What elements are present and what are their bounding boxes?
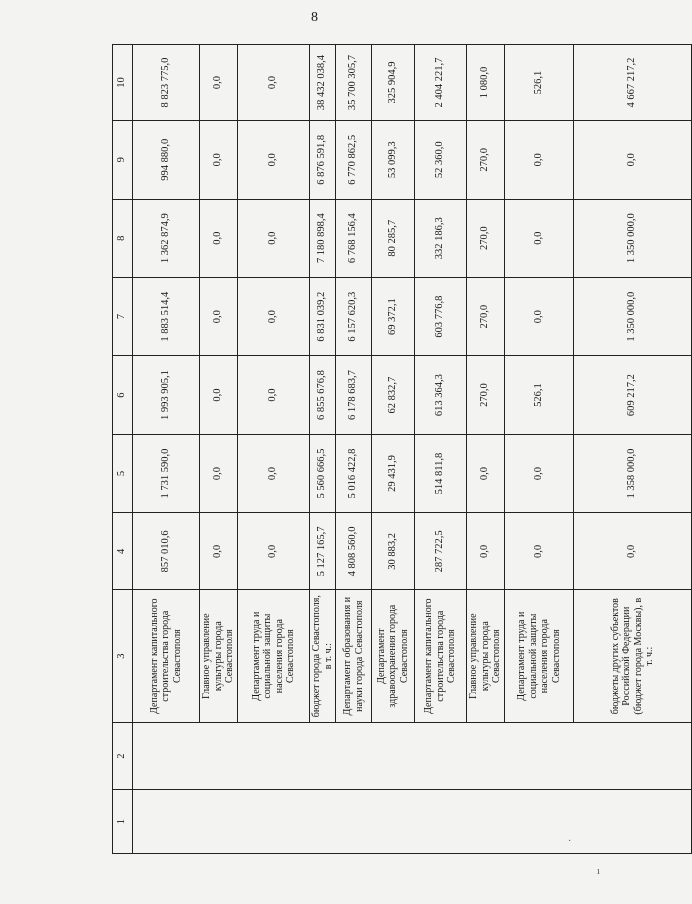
col-header: 8 (113, 199, 133, 277)
page-number: 8 (311, 10, 318, 25)
table-cell: 0,0 (505, 199, 574, 277)
col-header: 5 (113, 434, 133, 512)
table-cell: 0,0 (467, 434, 505, 512)
table-cell: 526,1 (505, 45, 574, 121)
table-cell: 5 016 422,8 (336, 434, 372, 512)
table-cell: 30 883,2 (372, 513, 415, 590)
table-cell: 0,0 (200, 513, 238, 590)
row-label: Главное управление культуры города Севастополя (467, 590, 505, 722)
table-cell: 994 880,0 (133, 121, 200, 199)
table-cell: 29 431,9 (372, 434, 415, 512)
table-cell: 514 811,8 (415, 434, 467, 512)
table-cell: 325 904,9 (372, 45, 415, 121)
table-cell: 1 731 590,0 (133, 434, 200, 512)
table-cell: 8 823 775,0 (133, 45, 200, 121)
table-cell: 6 831 039,2 (310, 277, 336, 355)
table-cell: 1 350 000,0 (574, 199, 692, 277)
table-cell: 0,0 (505, 513, 574, 590)
table-cell: 0,0 (200, 199, 238, 277)
table-cell: 0,0 (238, 199, 310, 277)
row-label: Департамент здравоохранения города Севастополя (372, 590, 415, 722)
col-header: 4 (113, 513, 133, 590)
table-cell: 609 217,2 (574, 356, 692, 434)
table-cell: 6 876 591,8 (310, 121, 336, 199)
header-row (113, 45, 133, 854)
table-cell: 1 350 000,0 (574, 277, 692, 355)
scan-mark: ı (597, 866, 600, 877)
cell-col1 (133, 790, 692, 854)
table-cell: 0,0 (574, 121, 692, 199)
col-header: 6 (113, 356, 133, 434)
col-header: 7 (113, 277, 133, 355)
table-cell: 0,0 (505, 121, 574, 199)
table-cell: 0,0 (467, 513, 505, 590)
col-header: 9 (113, 121, 133, 199)
col-header: 3 (113, 590, 133, 722)
table-cell: 0,0 (200, 356, 238, 434)
cell-col2 (133, 722, 692, 789)
table-cell: 270,0 (467, 121, 505, 199)
col-header: 10 (113, 45, 133, 121)
table-cell: 4 667 217,2 (574, 45, 692, 121)
table-cell: 7 180 898,4 (310, 199, 336, 277)
table-cell: 52 360,0 (415, 121, 467, 199)
table-cell: 526,1 (505, 356, 574, 434)
table-cell: 6 855 676,8 (310, 356, 336, 434)
scan-mark: · (568, 836, 572, 847)
table-cell: 1 358 000,0 (574, 434, 692, 512)
table-cell: 1 362 874,9 (133, 199, 200, 277)
table-cell: 0,0 (574, 513, 692, 590)
table-cell: 0,0 (505, 277, 574, 355)
table-cell: 4 808 560,0 (336, 513, 372, 590)
table-cell: 1 993 905,1 (133, 356, 200, 434)
table-cell: 0,0 (238, 434, 310, 512)
table-cell: 35 700 305,7 (336, 45, 372, 121)
table-cell: 6 770 862,5 (336, 121, 372, 199)
budget-table (112, 44, 692, 854)
table-cell: 0,0 (200, 277, 238, 355)
table-cell: 6 768 156,4 (336, 199, 372, 277)
table-cell: 287 722,5 (415, 513, 467, 590)
table-cell: 613 364,3 (415, 356, 467, 434)
table-cell: 857 010,6 (133, 513, 200, 590)
table-cell: 0,0 (238, 121, 310, 199)
table-cell: 1 080,0 (467, 45, 505, 121)
row-label: бюджеты других субъектов Российской Федерации (бюджет города Москвы), в т. ч.: (574, 590, 692, 722)
table-cell: 38 432 038,4 (310, 45, 336, 121)
table-cell: 6 178 683,7 (336, 356, 372, 434)
rotated-table-wrapper (112, 44, 655, 854)
col-header: 2 (113, 722, 133, 789)
row-label: Департамент капитального строительства города Севастополя (415, 590, 467, 722)
table-cell: 5 127 165,7 (310, 513, 336, 590)
table-cell: 0,0 (238, 277, 310, 355)
table-cell: 0,0 (505, 434, 574, 512)
row-label: бюджет города Севастополя, в т. ч.: (310, 590, 336, 722)
table-cell: 0,0 (200, 121, 238, 199)
table-cell: 270,0 (467, 199, 505, 277)
row-label: Главное управление культуры города Севастополя (200, 590, 238, 722)
row-label: Департамент труда и социальной защиты населения города Севастополя (238, 590, 310, 722)
table-row (133, 45, 200, 854)
table-cell: 270,0 (467, 356, 505, 434)
table-cell: 0,0 (238, 45, 310, 121)
table-cell: 62 832,7 (372, 356, 415, 434)
row-label: Департамент труда и социальной защиты населения города Севастополя (505, 590, 574, 722)
table-cell: 69 372,1 (372, 277, 415, 355)
table-cell: 6 157 620,3 (336, 277, 372, 355)
table-cell: 1 883 514,4 (133, 277, 200, 355)
table-cell: 0,0 (200, 434, 238, 512)
table-cell: 270,0 (467, 277, 505, 355)
table-cell: 2 404 221,7 (415, 45, 467, 121)
table-cell: 0,0 (200, 45, 238, 121)
table-cell: 0,0 (238, 513, 310, 590)
table-cell: 603 776,8 (415, 277, 467, 355)
table-cell: 0,0 (238, 356, 310, 434)
table-cell: 332 186,3 (415, 199, 467, 277)
row-label: Департамент капитального строительства города Севастополя (133, 590, 200, 722)
table-cell: 80 285,7 (372, 199, 415, 277)
col-header: 1 (113, 790, 133, 854)
table-cell: 5 560 666,5 (310, 434, 336, 512)
row-label: Департамент образования и науки города Севастополя (336, 590, 372, 722)
table-cell: 53 099,3 (372, 121, 415, 199)
